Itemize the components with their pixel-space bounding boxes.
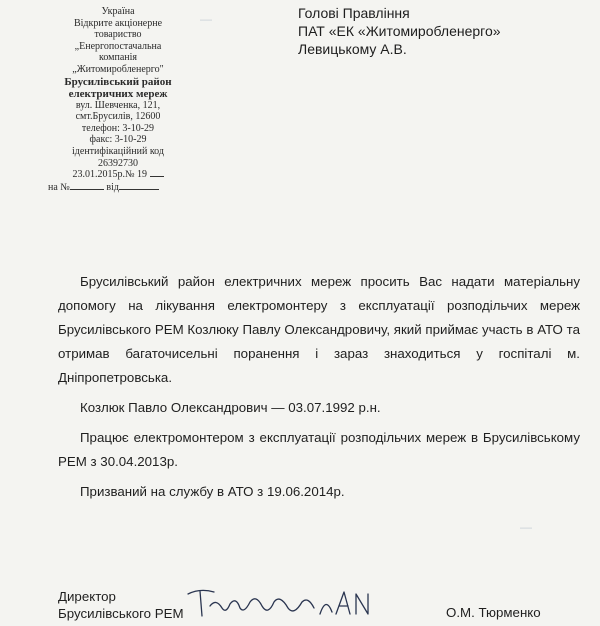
sender-phone: телефон: 3-10-29: [81, 122, 155, 134]
handwritten-signature: [180, 584, 380, 624]
addressee-company: ПАТ «ЕК «Житомиробленерго»: [298, 23, 501, 39]
body-paragraph-request: Брусилівський район електричних мереж просить Вас надати матеріальну допомогу на лікування електромонтеру з експлуатації розподільчих мереж Брусилівського РЕМ Козлюку Павлу Олександровичу, який приймає участь в АТО та отримав багаточисельні поранення і зараз знаходиться у госпіталі м. Дніпропетровська.: [58, 274, 580, 385]
sender-unit-1: Брусилівський район: [64, 75, 172, 88]
sender-company-2: компанія: [98, 52, 137, 64]
body-paragraph-birthdate: Козлюк Павло Олександрович — 03.07.1992 р.н.: [80, 400, 381, 415]
ref-no-label: на №: [48, 181, 70, 193]
sender-address-street: вул. Шевченка, 121,: [75, 99, 161, 111]
addressee-name: Левицькому А.В.: [298, 41, 407, 57]
body-paragraph-conscription: Призваний на службу в АТО з 19.06.2014р.: [80, 484, 345, 499]
underline: [70, 189, 104, 190]
sender-id-code: 26392730: [98, 157, 138, 169]
sender-company-1: „Енергопостачальна: [74, 40, 162, 52]
sender-letterhead: [48, 6, 188, 193]
sender-type-2: товариство: [94, 29, 142, 41]
bleed-through-mark: —: [200, 12, 212, 26]
signatory-name: О.М. Тюрменко: [446, 605, 541, 620]
addressee-position: Голові Правління: [298, 5, 410, 21]
reference-number-line: [48, 182, 188, 194]
sender-country: Україна: [101, 6, 135, 17]
signatory-title: [58, 588, 184, 622]
sender-company-3: „Житомиробленерго": [72, 63, 164, 75]
ref-from-label: від: [106, 181, 119, 193]
underline: [150, 176, 164, 177]
sender-id-label: ідентифікаційний код: [72, 145, 164, 157]
bleed-through-mark: —: [520, 520, 532, 534]
sender-unit-2: електричних мереж: [68, 87, 168, 100]
underline: [119, 189, 159, 190]
outgoing-number: 19: [137, 169, 148, 181]
signatory-title-line2: Брусилівського РЕМ: [58, 606, 184, 621]
letter-body: [58, 270, 580, 504]
outgoing-number-line: [48, 169, 188, 181]
body-paragraph-employment: Працює електромонтером з експлуатації розподільчих мереж в Брусилівському РЕМ з 30.04.2013р.: [58, 430, 580, 469]
outgoing-date: 23.01.2015р.№: [72, 169, 135, 181]
signatory-title-line1: Директор: [58, 589, 116, 604]
addressee-block: [298, 4, 501, 58]
sender-address-city: смт.Брусилів, 12600: [75, 111, 161, 123]
sender-fax: факс: 3-10-29: [89, 134, 147, 146]
sender-type: Відкрите акціонерне: [73, 17, 163, 29]
